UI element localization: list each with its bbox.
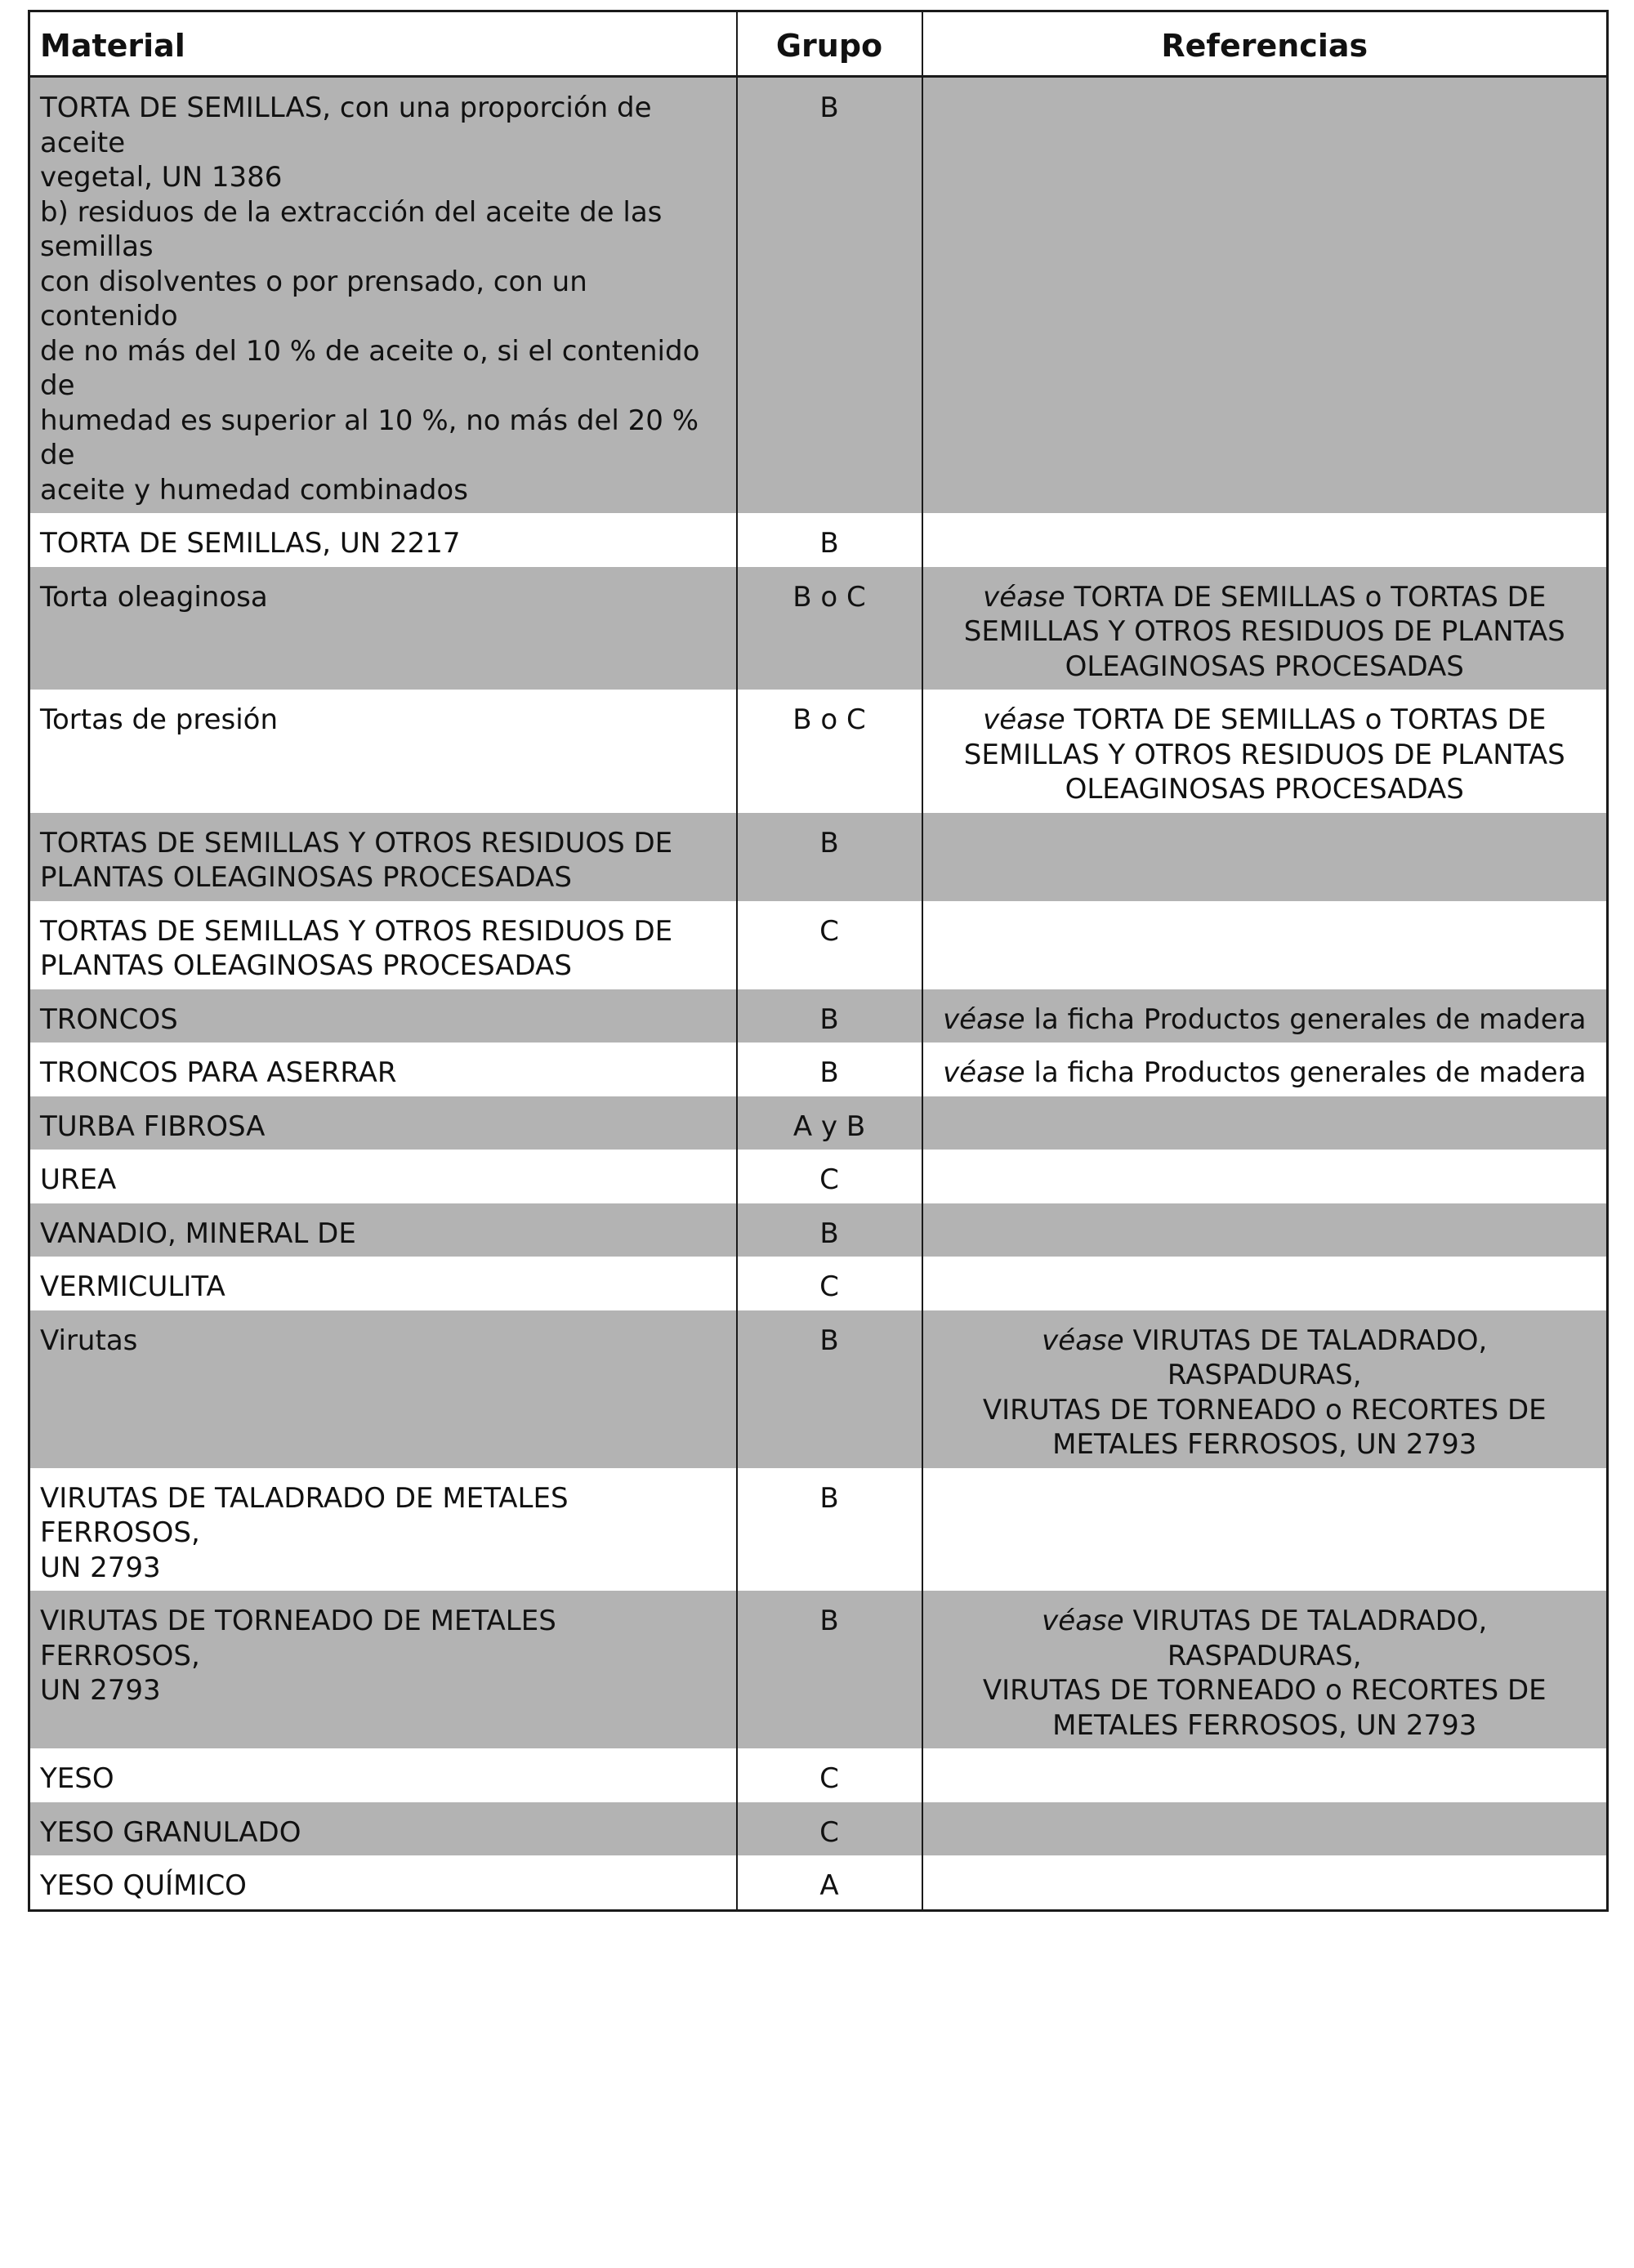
cell-referencias (922, 1310, 1608, 1468)
material-line: YESO QUÍMICO (40, 1869, 247, 1902)
ref-line: VIRUTAS DE TORNEADO o RECORTES DE (982, 1674, 1547, 1707)
cell-material (29, 813, 737, 901)
cell-material (29, 567, 737, 690)
ref-line: METALES FERROSOS, UN 2793 (1052, 1428, 1477, 1461)
table-row (29, 513, 1608, 567)
cell-material (29, 1150, 737, 1203)
material-line: YESO (40, 1762, 114, 1795)
cell-referencias (922, 989, 1608, 1043)
ref-line: la ficha Productos generales de madera (1025, 1002, 1587, 1036)
material-line: UREA (40, 1163, 117, 1196)
cell-referencias (922, 1042, 1608, 1096)
ref-line: VIRUTAS DE TORNEADO o RECORTES DE (982, 1393, 1547, 1426)
material-line: Tortas de presión (40, 703, 279, 736)
material-line: TRONCOS (40, 1002, 178, 1036)
header-grupo: Grupo (737, 11, 922, 77)
material-line: VANADIO, MINERAL DE (40, 1217, 356, 1250)
material-line: TORTA DE SEMILLAS, UN 2217 (40, 527, 461, 560)
material-line: UN 2793 (40, 1674, 161, 1707)
ref-line: OLEAGINOSAS PROCESADAS (1065, 650, 1464, 683)
cell-grupo: B (737, 1203, 922, 1257)
table-row (29, 1468, 1608, 1592)
table-row (29, 1257, 1608, 1310)
cell-referencias (922, 1203, 1608, 1257)
cell-grupo: B (737, 77, 922, 514)
cell-material (29, 1310, 737, 1468)
material-line: UN 2793 (40, 1551, 161, 1584)
ref-line: SEMILLAS Y OTROS RESIDUOS DE PLANTAS (963, 738, 1565, 771)
cell-grupo: C (737, 1802, 922, 1856)
cell-grupo: A y B (737, 1096, 922, 1150)
cell-referencias (922, 513, 1608, 567)
material-line: TRONCOS PARA ASERRAR (40, 1056, 397, 1089)
material-line: PLANTAS OLEAGINOSAS PROCESADAS (40, 861, 572, 894)
header-referencias: Referencias (922, 11, 1608, 77)
header-row (29, 11, 1608, 77)
ref-line: SEMILLAS Y OTROS RESIDUOS DE PLANTAS (963, 615, 1565, 648)
cell-grupo: C (737, 1748, 922, 1802)
ref-line: la ficha Productos generales de madera (1025, 1056, 1587, 1089)
table-row (29, 1150, 1608, 1203)
cell-referencias (922, 1591, 1608, 1748)
material-line: Torta oleaginosa (40, 580, 268, 614)
cell-grupo: B (737, 989, 922, 1043)
ref-prefix: véase (943, 1002, 1025, 1036)
cell-referencias (922, 690, 1608, 813)
table-row (29, 77, 1608, 514)
table-row (29, 989, 1608, 1043)
cell-grupo: B o C (737, 567, 922, 690)
table-row (29, 1310, 1608, 1468)
material-line: TORTAS DE SEMILLAS Y OTROS RESIDUOS DE (40, 826, 673, 859)
ref-prefix: véase (1042, 1605, 1124, 1637)
ref-line: OLEAGINOSAS PROCESADAS (1065, 773, 1464, 806)
table-row (29, 1591, 1608, 1748)
material-line: aceite y humedad combinados (40, 473, 468, 507)
material-line: vegetal, UN 1386 (40, 161, 283, 194)
cell-grupo: B (737, 1042, 922, 1096)
material-line: VIRUTAS DE TORNEADO DE METALES FERROSOS, (40, 1605, 556, 1672)
table-row (29, 1096, 1608, 1150)
cell-grupo: B (737, 813, 922, 901)
table-row (29, 1203, 1608, 1257)
cell-grupo: B o C (737, 690, 922, 813)
cell-grupo: B (737, 513, 922, 567)
cell-referencias (922, 901, 1608, 989)
table-row (29, 1802, 1608, 1856)
material-line: TURBA FIBROSA (40, 1109, 266, 1143)
ref-line: TORTA DE SEMILLAS o TORTAS DE (1065, 580, 1547, 614)
cell-material (29, 901, 737, 989)
cell-material (29, 1468, 737, 1592)
cell-material (29, 989, 737, 1043)
table-row (29, 813, 1608, 901)
cell-material (29, 1257, 737, 1310)
cell-referencias (922, 1150, 1608, 1203)
material-line: humedad es superior al 10 %, no más del 20 % de (40, 404, 699, 471)
cell-grupo: C (737, 901, 922, 989)
cell-referencias (922, 77, 1608, 514)
cell-grupo: C (737, 1257, 922, 1310)
material-line: VIRUTAS DE TALADRADO DE METALES FERROSOS, (40, 1481, 569, 1549)
materials-table (28, 10, 1609, 1912)
cell-material (29, 1096, 737, 1150)
cell-grupo: B (737, 1591, 922, 1748)
ref-line: METALES FERROSOS, UN 2793 (1052, 1708, 1477, 1742)
cell-referencias (922, 1748, 1608, 1802)
cell-material (29, 1042, 737, 1096)
material-line: de no más del 10 % de aceite o, si el contenido de (40, 334, 700, 402)
ref-prefix: véase (983, 703, 1065, 736)
table-body (29, 77, 1608, 1911)
cell-material (29, 77, 737, 514)
ref-prefix: véase (1042, 1324, 1124, 1357)
cell-material (29, 1591, 737, 1748)
cell-referencias (922, 1096, 1608, 1150)
material-line: con disolventes o por prensado, con un contenido (40, 265, 587, 333)
header-material: Material (29, 11, 737, 77)
ref-prefix: véase (943, 1056, 1025, 1089)
ref-prefix: véase (983, 580, 1065, 614)
material-line: YESO GRANULADO (40, 1815, 301, 1849)
cell-referencias (922, 1468, 1608, 1592)
cell-grupo: B (737, 1468, 922, 1592)
table-row (29, 1042, 1608, 1096)
ref-line: VIRUTAS DE TALADRADO, RASPADURAS, (1123, 1605, 1488, 1672)
table-row (29, 1748, 1608, 1802)
cell-referencias (922, 567, 1608, 690)
cell-referencias (922, 1855, 1608, 1910)
cell-material (29, 690, 737, 813)
material-line: PLANTAS OLEAGINOSAS PROCESADAS (40, 949, 572, 982)
table-row (29, 567, 1608, 690)
material-line: Virutas (40, 1324, 138, 1357)
cell-grupo: A (737, 1855, 922, 1910)
material-line: TORTA DE SEMILLAS, con una proporción de aceite (40, 92, 652, 159)
table-row (29, 1855, 1608, 1910)
material-line: b) residuos de la extracción del aceite de las semillas (40, 195, 663, 263)
cell-material (29, 1855, 737, 1910)
cell-material (29, 1802, 737, 1856)
table-row (29, 901, 1608, 989)
cell-referencias (922, 813, 1608, 901)
cell-grupo: B (737, 1310, 922, 1468)
ref-line: TORTA DE SEMILLAS o TORTAS DE (1065, 703, 1547, 736)
table-row (29, 690, 1608, 813)
cell-referencias (922, 1802, 1608, 1856)
table-header (29, 11, 1608, 77)
material-line: TORTAS DE SEMILLAS Y OTROS RESIDUOS DE (40, 914, 673, 948)
cell-material (29, 1203, 737, 1257)
cell-material (29, 1748, 737, 1802)
cell-material (29, 513, 737, 567)
document-page (28, 10, 1606, 1912)
material-line: VERMICULITA (40, 1270, 225, 1303)
cell-referencias (922, 1257, 1608, 1310)
ref-line: VIRUTAS DE TALADRADO, RASPADURAS, (1123, 1324, 1488, 1391)
cell-grupo: C (737, 1150, 922, 1203)
